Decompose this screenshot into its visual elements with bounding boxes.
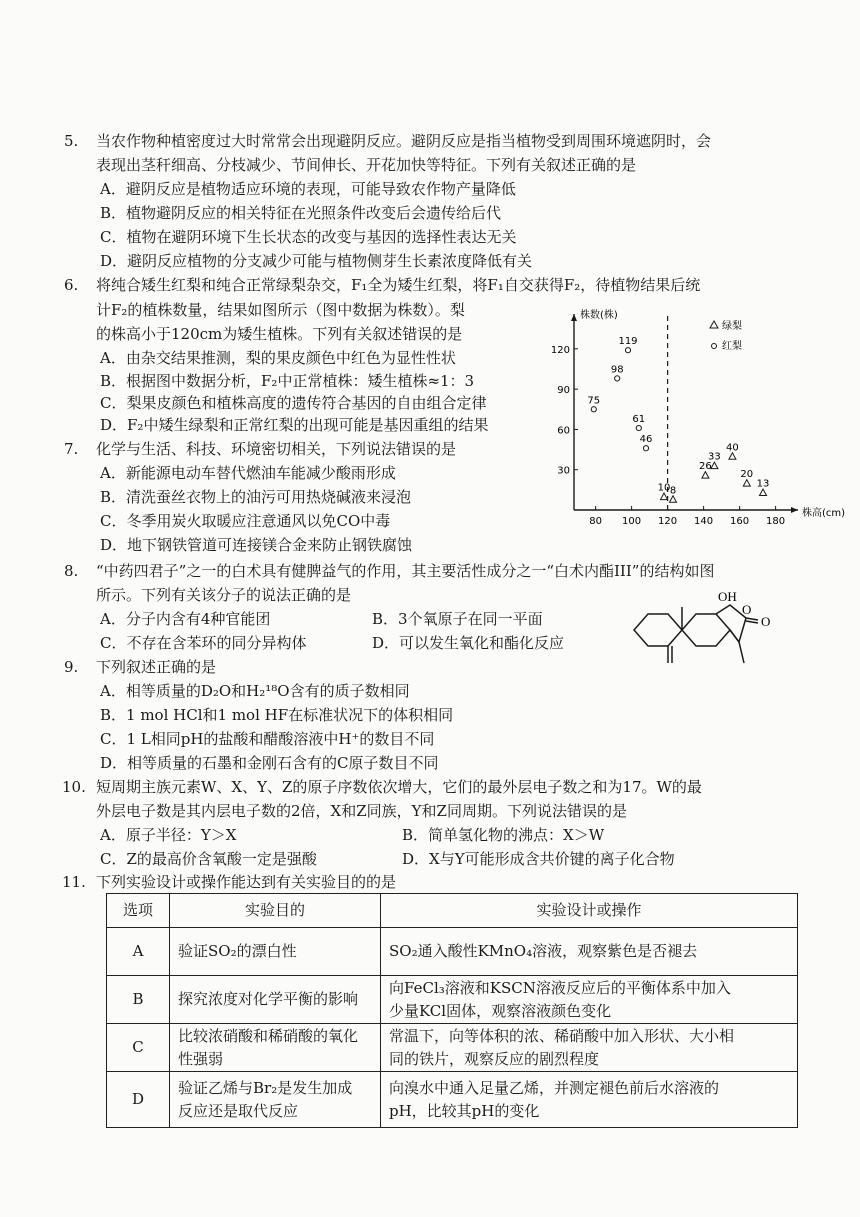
q7-option-d: D．地下钢铁管道可连接镁合金来防止钢铁腐蚀	[100, 536, 413, 554]
q8-option-b: B．3个氧原子在同一平面	[372, 610, 543, 628]
x-axis-arrow	[791, 507, 798, 513]
data-point-green	[729, 453, 736, 460]
operation-line: 向FeCl₃溶液和KSCN溶液反应后的平衡体系中加入	[389, 978, 731, 997]
goal-line: 探究浓度对化学平衡的影响	[178, 990, 359, 1008]
data-label: 20	[740, 469, 754, 481]
q10-option-b: B．简单氢化物的沸点：X＞W	[402, 826, 605, 844]
q10-stem: 外层电子数是其内层电子数的2倍，X和Z同族，Y和Z同周期。下列说法错误的是	[96, 802, 627, 820]
y-axis-title: 株数(株)	[580, 310, 618, 321]
q6-number: 6.	[64, 276, 79, 294]
q10-option-d: D．X与Y可能形成含共价键的离子化合物	[402, 850, 675, 868]
table-cell-operation	[381, 928, 798, 976]
table-header-row	[107, 894, 798, 928]
q7-option-b: B．清洗蚕丝衣物上的油污可用热烧碱液来浸泡	[100, 488, 412, 506]
table-row	[107, 928, 798, 976]
table-cell-goal	[170, 928, 381, 976]
operation-line: 少量KCl固体，观察溶液颜色变化	[389, 1001, 612, 1020]
table-cell-operation	[381, 1072, 798, 1128]
data-label: 26	[699, 461, 712, 473]
table-cell-goal	[170, 1072, 381, 1128]
table-cell-option: A	[107, 928, 170, 976]
plant-height-scatter-chart	[540, 300, 846, 530]
y-tick-label: 120	[550, 344, 570, 356]
data-point-green	[702, 472, 709, 479]
x-tick-label: 140	[694, 516, 714, 527]
q11-number: 11.	[62, 873, 86, 891]
data-point-red	[625, 348, 630, 353]
y-tick-label: 30	[557, 465, 570, 477]
goal-line: 验证乙烯与Br₂是发生加成	[178, 1078, 353, 1097]
table-cell-option: D	[107, 1072, 170, 1128]
legend-label-red: 红梨	[722, 341, 742, 352]
q6-option-a: A．由杂交结果推测，梨的果皮颜色中红色为显性性状	[100, 349, 456, 367]
mol-label-oh: OH	[718, 589, 737, 604]
table-header-goal: 实验目的	[170, 894, 381, 928]
data-label: 98	[610, 364, 624, 376]
q9-number: 9.	[64, 658, 79, 676]
table-row	[107, 976, 798, 1024]
data-point-red	[615, 376, 620, 381]
atractylenolide-structure	[626, 585, 776, 680]
q9-stem: 下列叙述正确的是	[96, 658, 217, 676]
data-point-red	[591, 407, 596, 412]
data-point-green	[711, 462, 718, 469]
q7-number: 7.	[64, 440, 79, 458]
data-point-red	[643, 446, 648, 451]
x-axis-title: 株高(cm)	[802, 508, 846, 519]
mol-label-carbonyl-o: O	[761, 614, 771, 629]
data-label: 10	[657, 482, 671, 494]
q6-stem: 计F₂的植株数量，结果如图所示（图中数据为株数）。梨	[96, 301, 465, 319]
data-label: 119	[618, 336, 638, 348]
q6-stem: 将纯合矮生红梨和纯合正常绿梨杂交，F₁全为矮生红梨，将F₁自交获得F₂，待植物结果后统	[96, 276, 701, 294]
operation-line: 常温下，向等体积的浓、稀硝酸中加入形状、大小相	[389, 1026, 735, 1045]
legend-triangle-marker	[710, 321, 718, 328]
table-cell-goal	[170, 1024, 381, 1072]
q5-option-d: D．避阴反应植物的分支减少可能与植物侧芽生长素浓度降低有关	[100, 252, 533, 270]
q9-option-d: D．相等质量的石墨和金刚石含有的C原子数目不同	[100, 754, 439, 772]
experiment-table	[106, 893, 798, 1128]
q5-stem: 表现出茎秆细高、分枝减少、节间伸长、开花加快等特征。下列有关叙述正确的是	[96, 156, 637, 174]
x-tick-label: 100	[622, 516, 642, 527]
table-cell-option: B	[107, 976, 170, 1024]
table-row	[107, 1024, 798, 1072]
data-label: 46	[639, 434, 653, 446]
mol-ring-middle	[682, 614, 730, 646]
data-label: 8	[669, 485, 677, 497]
table-cell-operation	[381, 976, 798, 1024]
q9-option-c: C．1 L相同pH的盐酸和醋酸溶液中H⁺的数目不同	[100, 730, 435, 748]
goal-line: 比较浓硝酸和稀硝酸的氧化	[178, 1026, 359, 1045]
q8-option-d: D．可以发生氧化和酯化反应	[372, 634, 565, 652]
data-point-green	[661, 493, 668, 500]
q5-option-c: C．植物在避阴环境下生长状态的改变与基因的选择性表达无关	[100, 228, 517, 246]
data-point-green	[670, 496, 677, 503]
y-tick-label: 60	[557, 425, 570, 437]
mol-ring-left	[634, 614, 682, 646]
data-point-red	[636, 425, 641, 430]
q9-option-a: A．相等质量的D₂O和H₂¹⁸O含有的质子数相同	[100, 682, 410, 700]
x-tick-label: 180	[766, 516, 786, 527]
data-label: 75	[587, 395, 601, 407]
q8-option-c: C．不存在含苯环的同分异构体	[100, 634, 307, 652]
q5-option-a: A．避阴反应是植物适应环境的表现，可能导致农作物产量降低	[100, 180, 516, 198]
operation-line: 向溴水中通入足量乙烯，并测定褪色前后水溶液的	[389, 1078, 720, 1097]
y-axis-arrow	[571, 314, 577, 321]
goal-line: 性强弱	[178, 1049, 224, 1068]
q10-stem: 短周期主族元素W、X、Y、Z的原子序数依次增大，它们的最外层电子数之和为17。W的最	[96, 778, 702, 796]
table-cell-option: C	[107, 1024, 170, 1072]
legend-label-green: 绿梨	[722, 321, 742, 332]
q6-option-c: C．梨果皮颜色和植株高度的遗传符合基因的自由组合定律	[100, 394, 487, 412]
table-header-option: 选项	[107, 894, 170, 928]
goal-line: 验证SO₂的漂白性	[178, 942, 297, 960]
goal-line: 反应还是取代反应	[178, 1101, 299, 1120]
mol-label-ring-o: O	[742, 602, 752, 617]
table-cell-goal	[170, 976, 381, 1024]
q8-stem: 所示。下列有关该分子的说法正确的是	[96, 586, 352, 604]
q6-option-d: D．F₂中矮生绿梨和正常红梨的出现可能是基因重组的结果	[100, 416, 489, 434]
q5-option-b: B．植物避阴反应的相关特征在光照条件改变后会遗传给后代	[100, 204, 502, 222]
table-row	[107, 1072, 798, 1128]
table-cell-operation	[381, 1024, 798, 1072]
data-label: 61	[632, 414, 646, 426]
q7-option-a: A．新能源电动车替代燃油车能减少酸雨形成	[100, 464, 396, 482]
q8-number: 8.	[64, 562, 79, 580]
q9-option-b: B．1 mol HCl和1 mol HF在标准状况下的体积相同	[100, 706, 454, 724]
operation-line: SO₂通入酸性KMnO₄溶液，观察紫色是否褪去	[389, 942, 698, 960]
q10-option-a: A．原子半径：Y＞X	[100, 826, 237, 844]
q11-stem: 下列实验设计或操作能达到有关实验目的的是	[96, 873, 397, 891]
y-tick-label: 90	[557, 385, 570, 397]
operation-line: 同的铁片，观察反应的剧烈程度	[389, 1049, 600, 1068]
q8-option-a: A．分子内含有4种官能团	[100, 610, 271, 628]
q5-number: 5.	[64, 132, 79, 150]
q10-number: 10.	[62, 778, 86, 796]
data-label: 33	[708, 451, 721, 463]
q6-option-b: B．根据图中数据分析，F₂中正常植株：矮生植株≈1：3	[100, 372, 475, 390]
table-header-operation: 实验设计或操作	[381, 894, 798, 928]
data-point-green	[760, 489, 767, 496]
x-tick-label: 120	[658, 516, 678, 527]
q5-stem: 当农作物种植密度过大时常常会出现避阴反应。避阴反应是指当植物受到周围环境遮阴时，会	[96, 132, 712, 150]
q10-option-c: C．Z的最高价含氧酸一定是强酸	[100, 850, 317, 868]
data-label: 40	[726, 442, 739, 454]
q6-stem: 的株高小于120cm为矮生植株。下列有关叙述错误的是	[96, 325, 463, 343]
x-tick-label: 160	[730, 516, 750, 527]
x-tick-label: 80	[589, 516, 602, 527]
q7-option-c: C．冬季用炭火取暖应注意通风以免CO中毒	[100, 512, 391, 530]
q8-stem: “中药四君子”之一的白术具有健脾益气的作用，其主要活性成分之一“白术内酯III”的结构如图	[96, 562, 715, 580]
q7-stem: 化学与生活、科技、环境密切相关，下列说法错误的是	[96, 440, 457, 458]
data-point-green	[743, 480, 750, 487]
operation-line: pH，比较其pH的变化	[389, 1101, 540, 1120]
data-label: 13	[756, 478, 770, 490]
legend-circle-marker	[712, 344, 717, 349]
